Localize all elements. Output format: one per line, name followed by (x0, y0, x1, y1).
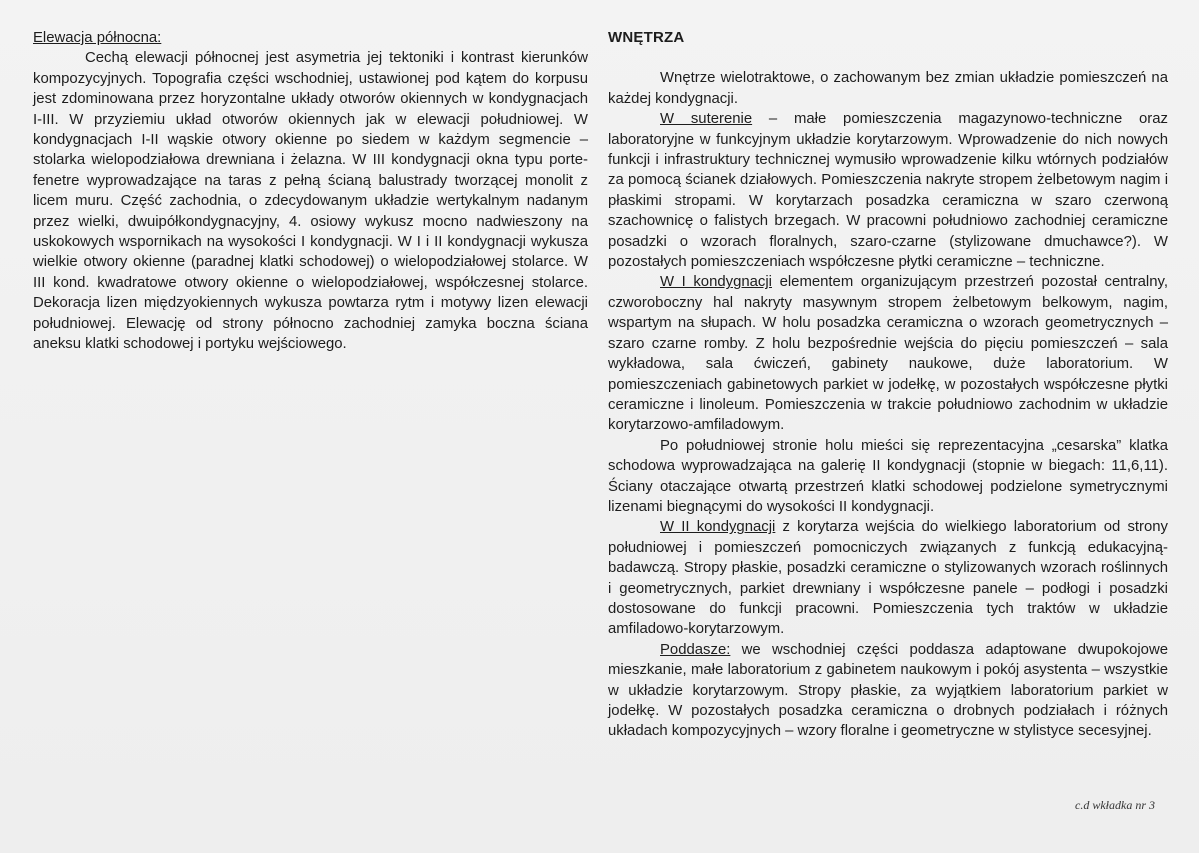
second-floor-label: W II kondygnacji (660, 519, 776, 536)
attic-text: we wschodniej części poddasza adaptowane dwupokojowe mieszkanie, małe laboratorium z gabinetem naukowym i pokój asystenta – wszystkie w układzie korytarzowym. Stropy płaskie, za wyjątkiem laboratorium parkiet w jodełkę. W pozostałych posadzka ceramiczna o drobnych podziałach i różnych układach kompozycyjnych – wzory floralne i geometryczne w stylistyce secesyjnej. (608, 641, 1168, 740)
north-elevation-paragraph: Cechą elewacji północnej jest asymetria jej tektoniki i kontrast kierunków kompozycyjnych. Topografia części wschodniej, ustawionej pod kątem do korpusu jest zdominowana przez horyzontalne układy otworów okiennych w kondygnacjach I-III. W przyziemiu układ otworów okiennych jak w elewacji południowej. W kondygnacjach I-II wąskie otwory okienne po siedem w każdym segmencie – stolarka wielopodziałowa drewniana i żelazna. W III kondygnacji okna typu porte-fenetre wyprowadzające na taras z pełną ścianą balustrady tworzącej monolit z licem muru. Część zachodnia, o zdecydowanym układzie wertykalnym nadanym przez wielki, dwuipółkondygnacyjny, 4. osiowy wykusz mocno nadwieszony na uskokowych wspornikach na wysokości I kondygnacji. W I i II kondygnacji wykusza wielkie otwory okienne (paradnej klatki schodowej) o wielopodziałowej stolarce. W III kond. kwadratowe otwory okienne o wielopodziałowej, współczesnej stolarce. Dekoracja lizen międzyokiennych wykusza powtarza rytm i motywy lizen elewacji południowej. Elewację od strony północno zachodniej zamyka boczna ściana aneksu klatki schodowej i portyku wejściowego. (33, 50, 588, 353)
north-elevation-heading: Elewacja północna: (33, 30, 162, 46)
basement-text: – małe pomieszczenia magazynowo-techniczne oraz laboratoryjne w funkcyjnym układzie korytarzowym. Wprowadzenie do nich nowych funkcji i infrastruktury technicznej wymusiło wprowadzenie kilku wtórnych podziałów za pomocą ścianek działowych. Pomieszczenia nakryte stropem żelbetowym nagim i płaskimi stropami. W korytarzach posadzka ceramiczna w szaro czerwoną szachownicę o falistych brzegach. W pracowni południowo zachodniej ceramiczne posadzki o wzorach floralnych, szaro-czarne (stylizowane dmuchawce?). W pozostałych pomieszczeniach współczesne płytki ceramiczne – techniczne. (608, 111, 1168, 271)
first-floor-label: W I kondygnacji (660, 274, 772, 291)
staircase-paragraph: Po południowej stronie holu mieści się reprezentacyjna „cesarska” klatka schodowa wyprowadzająca na galerię II kondygnacji (stopnie w biegach: 11,6,11). Ściany otaczające otwartą przestrzeń klatki schodowej podzielone symetrycznymi lizenami biegnącymi do wysokości II kondygnacji. (608, 437, 1168, 515)
page-footer-note: c.d wkładka nr 3 (1075, 798, 1155, 812)
first-floor-text: elementem organizującym przestrzeń pozostał centralny, czworoboczny hal nakryty masywnym stropem żelbetowym belkowym, nagim, wspartym na słupach. W holu posadzka ceramiczna o wzorach geometrycznych – szaro czarne romby. Z holu bezpośrednie wejścia do pięciu pomieszczeń – sala wykładowa, sala ćwiczeń, gabinety naukowe, duże laboratorium. W pomieszczeniach gabinetowych parkiet w jodełkę, w pozostałych współczesne płytki ceramiczne i linoleum. Pomieszczenia w trakcie południowo zachodnim w układzie korytarzowo-amfiladowym. (608, 274, 1169, 434)
interiors-title: WNĘTRZA (608, 29, 685, 46)
attic-label: Poddasze: (660, 641, 731, 658)
first-floor-paragraph (608, 272, 1168, 435)
left-column (33, 28, 588, 355)
right-column (608, 28, 1168, 742)
attic-paragraph (608, 640, 1168, 742)
second-floor-text: z korytarza wejścia do wielkiego laboratorium od strony południowej i pomieszczeń pomocniczych związanych z funkcją edukacyjną-badawczą. Stropy płaskie, posadzki ceramiczne o stylizowanych wzorach roślinnych i geometrycznych, parkiet drewniany i współczesne panele – podłogi i posadzki dostosowane do funkcji pracowni. Pomieszczenia tych traktów w układzie amfiladowo-korytarzowym. (608, 519, 1168, 638)
second-floor-paragraph (608, 517, 1168, 639)
basement-label: W suterenie (660, 111, 753, 128)
basement-paragraph (608, 109, 1168, 272)
interiors-intro: Wnętrze wielotraktowe, o zachowanym bez zmian układzie pomieszczeń na każdej kondygnacji. (608, 70, 1168, 107)
